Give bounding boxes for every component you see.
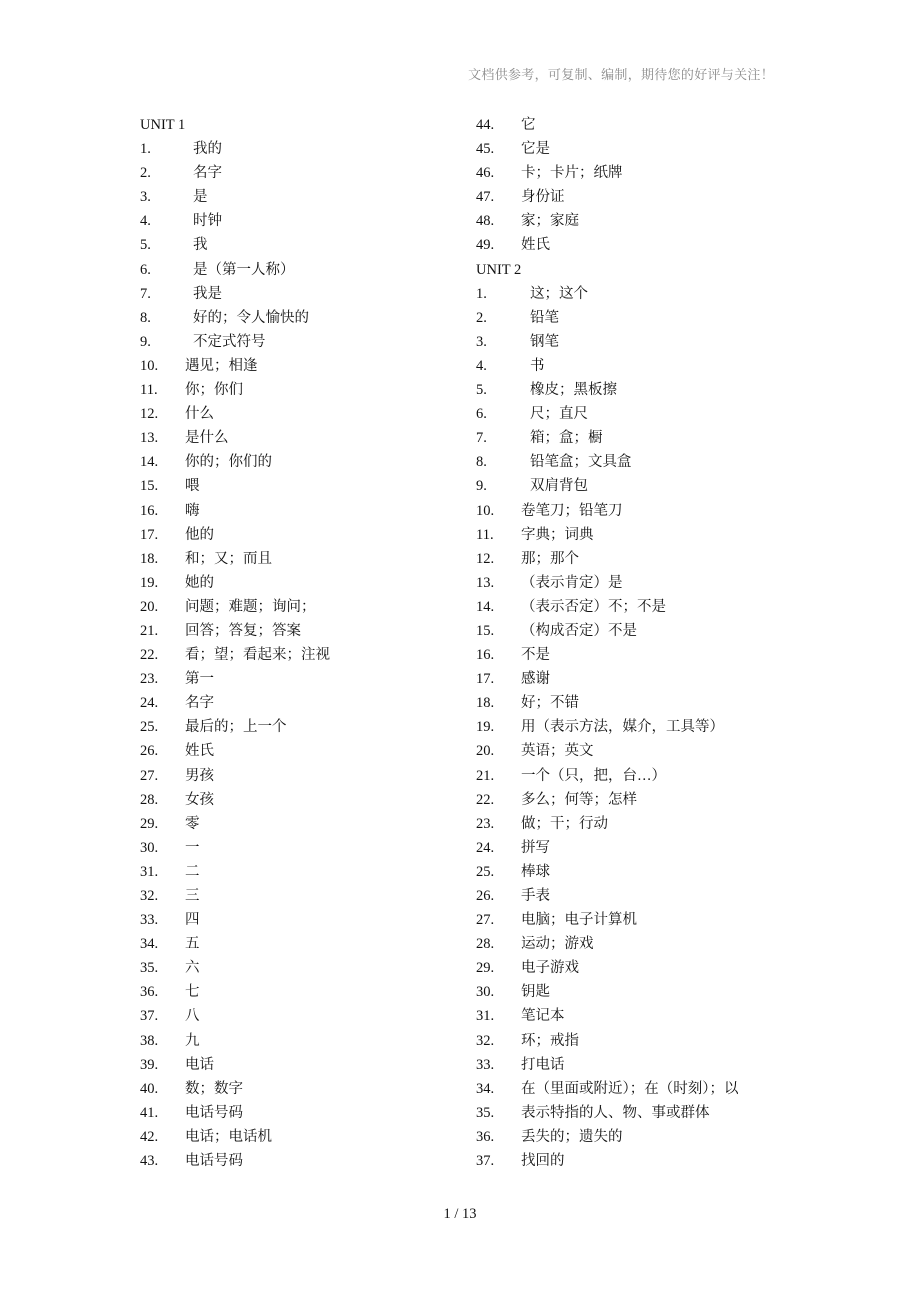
item-number: 8. xyxy=(476,454,487,471)
list-item xyxy=(476,812,796,836)
item-text: 不定式符号 xyxy=(193,333,266,350)
item-number: 27. xyxy=(476,912,495,929)
item-number: 14. xyxy=(140,454,159,471)
list-item xyxy=(140,1053,460,1077)
list-item xyxy=(140,908,460,932)
list-item xyxy=(476,113,796,137)
item-number: 48. xyxy=(476,213,495,230)
item-text: 棒球 xyxy=(521,863,550,880)
list-item xyxy=(140,619,460,643)
item-number: 3. xyxy=(476,333,487,350)
item-text: （表示肯定）是 xyxy=(521,574,623,591)
item-number: 24. xyxy=(476,839,495,856)
item-text: 环；戒指 xyxy=(521,1032,579,1049)
item-text: 她的 xyxy=(185,574,214,591)
list-item xyxy=(140,956,460,980)
list-item xyxy=(476,619,796,643)
item-number: 24. xyxy=(140,695,159,712)
item-text: 最后的；上一个 xyxy=(185,719,287,736)
left-column xyxy=(140,113,460,1173)
list-item xyxy=(140,185,460,209)
item-number: 44. xyxy=(476,117,495,133)
item-number: 14. xyxy=(476,598,495,615)
list-item xyxy=(140,571,460,595)
item-text: 电话号码 xyxy=(185,1153,243,1170)
item-number: 4. xyxy=(140,213,151,230)
item-number: 33. xyxy=(476,1056,495,1073)
list-item xyxy=(140,764,460,788)
list-item xyxy=(476,1004,796,1028)
item-text: 回答；答复；答案 xyxy=(185,622,301,639)
item-number: 10. xyxy=(476,502,495,519)
item-text: 不是 xyxy=(521,647,550,664)
item-text: 笔记本 xyxy=(521,1008,565,1025)
item-number: 41. xyxy=(140,1104,159,1121)
item-number: 22. xyxy=(140,647,159,664)
item-text: 遇见；相逢 xyxy=(185,357,258,374)
list-item xyxy=(140,547,460,571)
item-number: 8. xyxy=(140,309,151,326)
item-number: 22. xyxy=(476,791,495,808)
item-text: 嗨 xyxy=(185,502,200,519)
item-text: 姓氏 xyxy=(521,237,550,254)
list-item xyxy=(140,474,460,498)
item-number: 34. xyxy=(476,1080,495,1097)
item-number: 9. xyxy=(140,333,151,350)
item-number: 17. xyxy=(140,526,159,543)
item-text: 九 xyxy=(185,1032,200,1049)
list-item xyxy=(476,788,796,812)
item-text: 运动；游戏 xyxy=(521,936,594,953)
item-number: 19. xyxy=(140,574,159,591)
item-text: 我的 xyxy=(193,141,222,158)
item-number: 49. xyxy=(476,237,495,254)
item-text: 是（第一人称） xyxy=(193,261,295,278)
item-number: 15. xyxy=(476,622,495,639)
list-item xyxy=(140,667,460,691)
list-item xyxy=(476,137,796,161)
item-text: 打电话 xyxy=(521,1056,565,1073)
list-item xyxy=(476,908,796,932)
list-item xyxy=(476,1077,796,1101)
item-number: 20. xyxy=(476,743,495,760)
item-number: 15. xyxy=(140,478,159,495)
item-number: 23. xyxy=(140,671,159,688)
item-number: 25. xyxy=(140,719,159,736)
item-number: 12. xyxy=(140,406,159,423)
item-number: 27. xyxy=(140,767,159,784)
list-item xyxy=(476,547,796,571)
list-item xyxy=(140,836,460,860)
item-text: 在（里面或附近）；在（时刻）；以 xyxy=(521,1080,739,1097)
item-text: 尺；直尺 xyxy=(530,406,588,423)
item-text: 你的；你们的 xyxy=(185,454,272,471)
list-item xyxy=(140,643,460,667)
item-text: 字典；词典 xyxy=(521,526,594,543)
item-number: 11. xyxy=(140,382,158,399)
item-number: 43. xyxy=(140,1153,159,1170)
list-item xyxy=(140,426,460,450)
item-number: 3. xyxy=(140,189,151,206)
unit-1-list xyxy=(140,137,460,1173)
item-text: 数；数字 xyxy=(185,1080,243,1097)
item-number: 28. xyxy=(476,936,495,953)
item-text: 我 xyxy=(193,237,208,254)
item-text: 橡皮；黑板擦 xyxy=(530,382,617,399)
list-item xyxy=(476,691,796,715)
item-text: 是 xyxy=(193,189,208,206)
item-number: 13. xyxy=(140,430,159,447)
item-text: 英语；英文 xyxy=(521,743,594,760)
list-item xyxy=(476,161,796,185)
item-number: 29. xyxy=(476,960,495,977)
list-item xyxy=(476,306,796,330)
item-text: 多么；何等；怎样 xyxy=(521,791,637,808)
item-number: 7. xyxy=(140,285,151,302)
item-text: 家；家庭 xyxy=(521,213,579,230)
item-text: 电话 xyxy=(185,1056,214,1073)
item-number: 26. xyxy=(476,888,495,904)
item-number: 30. xyxy=(476,984,495,1001)
header-note: 文档供参考，可复制、编制，期待您的好评与关注！ xyxy=(468,67,774,82)
item-number: 13. xyxy=(476,574,495,591)
item-text: 电脑；电子计算机 xyxy=(521,912,637,929)
item-text: 双肩背包 xyxy=(530,478,588,495)
list-item xyxy=(476,571,796,595)
unit-1-list-continued xyxy=(476,113,796,258)
item-number: 37. xyxy=(140,1008,159,1025)
list-item xyxy=(140,306,460,330)
list-item xyxy=(476,523,796,547)
list-item xyxy=(476,426,796,450)
right-column xyxy=(476,113,796,1173)
item-number: 37. xyxy=(476,1153,495,1170)
list-item xyxy=(140,233,460,257)
list-item xyxy=(476,1149,796,1173)
item-text: 钥匙 xyxy=(521,984,550,1001)
item-text: 一个（只，把，台…） xyxy=(521,767,666,784)
list-item xyxy=(140,595,460,619)
list-item xyxy=(476,764,796,788)
item-number: 33. xyxy=(140,912,159,929)
item-number: 31. xyxy=(476,1008,495,1025)
item-number: 35. xyxy=(476,1104,495,1121)
item-number: 16. xyxy=(140,502,159,519)
item-text: 和；又；而且 xyxy=(185,550,272,567)
item-number: 5. xyxy=(476,382,487,399)
item-text: 表示特指的人、物、事或群体 xyxy=(521,1104,710,1121)
item-number: 30. xyxy=(140,839,159,856)
item-text: 卷笔刀；铅笔刀 xyxy=(521,502,623,519)
item-text: 七 xyxy=(185,984,200,1001)
item-number: 2. xyxy=(476,309,487,326)
item-number: 1. xyxy=(476,285,487,302)
list-item xyxy=(140,402,460,426)
item-text: 用（表示方法，媒介，工具等） xyxy=(521,719,724,736)
item-number: 34. xyxy=(140,936,159,953)
item-number: 16. xyxy=(476,647,495,664)
item-number: 35. xyxy=(140,960,159,977)
list-item xyxy=(140,932,460,956)
item-number: 20. xyxy=(140,598,159,615)
list-item xyxy=(476,643,796,667)
item-text: （表示否定）不；不是 xyxy=(521,598,666,615)
item-number: 5. xyxy=(140,237,151,254)
list-item xyxy=(140,1125,460,1149)
list-item xyxy=(140,499,460,523)
item-text: 电话；电话机 xyxy=(185,1128,272,1145)
item-number: 39. xyxy=(140,1056,159,1073)
item-number: 40. xyxy=(140,1080,159,1097)
item-number: 2. xyxy=(140,165,151,182)
item-text: 名字 xyxy=(185,695,214,712)
item-number: 21. xyxy=(476,767,495,784)
item-text: 电子游戏 xyxy=(521,960,579,977)
item-number: 26. xyxy=(140,743,159,760)
item-text: （构成否定）不是 xyxy=(521,622,637,639)
item-number: 36. xyxy=(476,1128,495,1145)
list-item xyxy=(140,1004,460,1028)
list-item xyxy=(476,1125,796,1149)
item-text: 名字 xyxy=(193,165,222,182)
item-text: 五 xyxy=(185,936,200,953)
list-item xyxy=(476,233,796,257)
item-text: 好的；令人愉快的 xyxy=(193,309,309,326)
list-item xyxy=(476,932,796,956)
item-text: 感谢 xyxy=(521,671,550,688)
item-text: 八 xyxy=(185,1008,200,1025)
item-number: 42. xyxy=(140,1128,159,1145)
list-item xyxy=(140,282,460,306)
item-text: 这；这个 xyxy=(530,285,588,302)
list-item xyxy=(476,739,796,763)
list-item xyxy=(476,1101,796,1125)
list-item xyxy=(140,812,460,836)
list-item xyxy=(140,1149,460,1173)
item-number: 1. xyxy=(140,141,151,158)
item-text: 电话号码 xyxy=(185,1104,243,1121)
list-item xyxy=(140,378,460,402)
list-item xyxy=(140,137,460,161)
list-item xyxy=(140,523,460,547)
list-item xyxy=(476,1029,796,1053)
item-text: 卡；卡片；纸牌 xyxy=(521,165,623,182)
item-text: 喂 xyxy=(185,478,200,495)
list-item xyxy=(476,884,796,908)
item-number: 10. xyxy=(140,357,159,374)
item-text: 四 xyxy=(185,912,200,929)
item-number: 19. xyxy=(476,719,495,736)
item-text: 六 xyxy=(185,960,200,977)
item-number: 11. xyxy=(476,526,494,543)
list-item xyxy=(140,1029,460,1053)
list-item xyxy=(476,836,796,860)
item-text: 什么 xyxy=(185,406,214,423)
unit-1-title: UNIT 1 xyxy=(140,117,186,133)
item-number: 45. xyxy=(476,141,495,158)
item-text: 好；不错 xyxy=(521,695,579,712)
item-number: 47. xyxy=(476,189,495,206)
item-number: 46. xyxy=(476,165,495,182)
item-number: 32. xyxy=(476,1032,495,1049)
item-text: 铅笔 xyxy=(530,309,559,326)
item-text: 找回的 xyxy=(521,1153,565,1170)
list-item xyxy=(476,402,796,426)
item-text: 那；那个 xyxy=(521,550,579,567)
list-item xyxy=(140,884,460,908)
list-item xyxy=(476,354,796,378)
item-number: 21. xyxy=(140,622,159,639)
unit-2-title: UNIT 2 xyxy=(476,261,522,278)
item-text: 他的 xyxy=(185,526,214,543)
item-text: 看；望；看起来；注视 xyxy=(185,647,330,664)
item-number: 7. xyxy=(476,430,487,447)
list-item xyxy=(476,980,796,1004)
item-number: 31. xyxy=(140,863,159,880)
list-item xyxy=(476,450,796,474)
item-text: 你；你们 xyxy=(185,382,243,399)
list-item xyxy=(140,258,460,282)
list-item xyxy=(476,595,796,619)
item-text: 它 xyxy=(521,117,536,133)
item-number: 38. xyxy=(140,1032,159,1049)
item-number: 18. xyxy=(476,695,495,712)
list-item xyxy=(140,161,460,185)
item-text: 问题；难题；询问； xyxy=(185,598,316,615)
list-item xyxy=(140,860,460,884)
list-item xyxy=(476,378,796,402)
item-text: 三 xyxy=(185,888,200,904)
list-item xyxy=(476,185,796,209)
list-item xyxy=(140,1101,460,1125)
list-item xyxy=(140,1077,460,1101)
list-item xyxy=(476,1053,796,1077)
item-number: 23. xyxy=(476,815,495,832)
list-item xyxy=(476,499,796,523)
item-text: 铅笔盒；文具盒 xyxy=(530,454,632,471)
item-text: 它是 xyxy=(521,141,550,158)
item-text: 二 xyxy=(185,863,200,880)
list-item xyxy=(476,715,796,739)
item-text: 拼写 xyxy=(521,839,550,856)
item-text: 书 xyxy=(530,357,545,374)
item-text: 手表 xyxy=(521,888,550,904)
item-text: 第一 xyxy=(185,671,214,688)
item-text: 男孩 xyxy=(185,767,214,784)
item-number: 29. xyxy=(140,815,159,832)
list-item xyxy=(476,209,796,233)
item-number: 18. xyxy=(140,550,159,567)
list-item xyxy=(140,330,460,354)
list-item xyxy=(140,715,460,739)
item-text: 丢失的；遗失的 xyxy=(521,1128,623,1145)
item-number: 4. xyxy=(476,357,487,374)
item-number: 6. xyxy=(476,406,487,423)
item-text: 时钟 xyxy=(193,213,222,230)
list-item xyxy=(140,354,460,378)
item-text: 钢笔 xyxy=(530,333,559,350)
item-number: 36. xyxy=(140,984,159,1001)
item-number: 28. xyxy=(140,791,159,808)
list-item xyxy=(140,788,460,812)
item-number: 9. xyxy=(476,478,487,495)
item-text: 女孩 xyxy=(185,791,214,808)
item-text: 姓氏 xyxy=(185,743,214,760)
item-number: 6. xyxy=(140,261,151,278)
unit-2-list xyxy=(476,282,796,1173)
list-item xyxy=(476,330,796,354)
page-number: 1 / 13 xyxy=(443,1206,477,1222)
list-item xyxy=(476,860,796,884)
item-number: 32. xyxy=(140,888,159,904)
list-item xyxy=(476,474,796,498)
item-text: 是什么 xyxy=(185,430,229,447)
item-number: 17. xyxy=(476,671,495,688)
list-item xyxy=(140,739,460,763)
list-item xyxy=(476,956,796,980)
item-text: 做；干；行动 xyxy=(521,815,608,832)
item-text: 一 xyxy=(185,839,200,856)
list-item xyxy=(140,450,460,474)
item-number: 12. xyxy=(476,550,495,567)
list-item xyxy=(476,667,796,691)
list-item xyxy=(140,209,460,233)
item-text: 我是 xyxy=(193,285,222,302)
item-number: 25. xyxy=(476,863,495,880)
list-item xyxy=(476,282,796,306)
list-item xyxy=(140,980,460,1004)
item-text: 箱；盒；橱 xyxy=(530,430,603,447)
list-item xyxy=(140,691,460,715)
item-text: 身份证 xyxy=(521,189,565,206)
item-text: 零 xyxy=(185,815,200,832)
